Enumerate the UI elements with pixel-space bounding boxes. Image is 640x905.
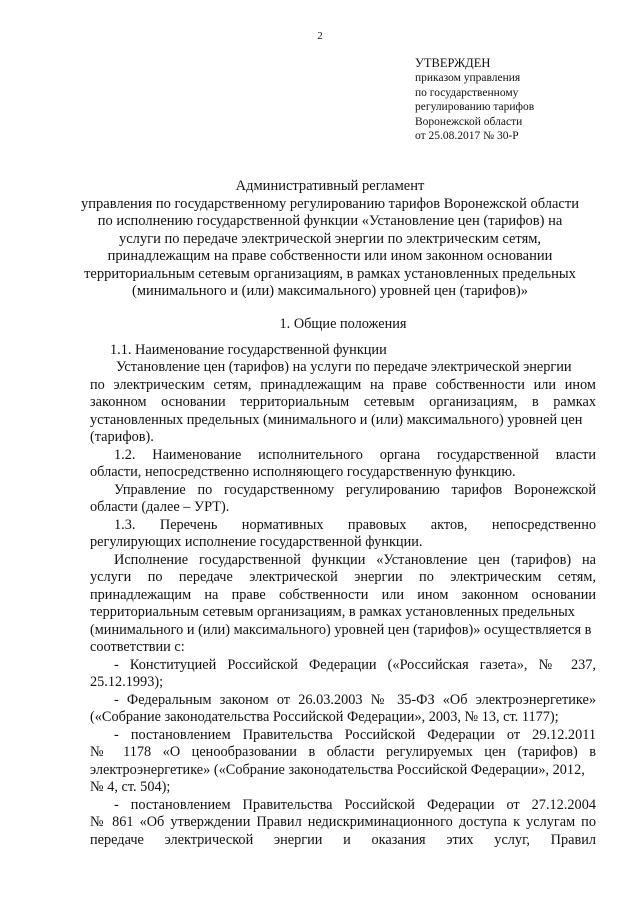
body-line: 1.2. Наименование исполнительного органа государственной власти [114, 446, 596, 463]
list-item-continuation: передаче электрической энергии и оказания этих услуг, Правил [90, 831, 596, 848]
page-number: 2 [317, 30, 323, 42]
list-item-continuation: 25.12.1993); [90, 674, 164, 690]
body-line: регулирующих исполнение государственной функции. [90, 534, 423, 550]
title-line: принадлежащим на праве собственности или ином законном основании [107, 248, 553, 264]
body-line: (минимального и (или) максимального) уровней цен (тарифов)» осуществляется в [90, 621, 592, 638]
body-line: услуги по передаче электрической энергии по электрическим сетям, [90, 569, 596, 585]
title-line: управления по государственному регулированию тарифов Воронежской области [81, 195, 579, 212]
body-line: установленных предельных (минимального и (или) максимального) уровней цен [90, 411, 583, 428]
body-line: области (далее – УРТ). [90, 499, 230, 515]
document-title [50, 178, 610, 301]
body-line: территориальным сетевым организациям, в рамках установленных предельных [90, 604, 575, 620]
list-item-continuation: № 4, ст. 504); [90, 779, 171, 795]
list-item-continuation: № 861 «Об утверждении Правил недискриминационного доступа к услугам по [90, 814, 596, 830]
list-item-continuation: № 1178 «О ценообразовании в области регулируемых цен (тарифов) в [90, 744, 596, 760]
title-line: по исполнению государственной функции «Установление цен (тарифов) на [97, 213, 563, 229]
body-line: законном основании территориальным сетевым организациям, в рамках [90, 394, 596, 410]
body-line: Установление цен (тарифов) на услуги по передаче электрической энергии [116, 359, 572, 375]
body-line: принадлежащим на праве собственности или ином законном основании [90, 586, 596, 603]
body-line: по электрическим сетям, принадлежащим на праве собственности или ином [90, 376, 596, 393]
list-item: - Конституцией Российской Федерации («Российская газета», № 237, [114, 656, 596, 673]
approval-line: по государственному [415, 86, 519, 99]
title-line: услуги по передаче электрической энергии по электрическим сетям, [118, 230, 542, 247]
body-line: Исполнение государственной функции «Установление цен (тарифов) на [114, 551, 596, 568]
approval-line: от 25.08.2017 № 30-Р [415, 130, 519, 142]
body-line: области, непосредственно исполняющего государственную функцию. [90, 464, 516, 480]
subsection-heading: 1.1. Наименование государственной функции [110, 341, 387, 358]
body-line: 1.3. Перечень нормативных правовых актов, непосредственно [114, 516, 596, 533]
approval-head: УТВЕРЖДЕН [415, 56, 491, 70]
section-heading: 1. Общие положения [279, 316, 407, 332]
list-item: - постановлением Правительства Российской Федерации от 29.12.2011 [114, 726, 596, 743]
approval-line: приказом управления [415, 72, 521, 84]
title-line: (минимального и (или) максимального) уровней цен (тарифов)» [132, 283, 528, 299]
list-item-continuation: электроэнергетике» («Собрание законодательства Российской Федерации», 2012, [90, 761, 585, 778]
body-line: (тарифов). [90, 429, 154, 445]
approval-stamp [415, 55, 625, 144]
list-item-continuation: («Собрание законодательства Российской Федерации», 2003, № 13, ст. 1177); [90, 709, 559, 725]
document-body [90, 316, 596, 849]
body-line: Управление по государственному регулированию тарифов Воронежской [114, 481, 596, 498]
list-item: - постановлением Правительства Российской Федерации от 27.12.2004 [114, 796, 596, 813]
body-line: соответствии с: [90, 639, 185, 655]
list-item: - Федеральным законом от 26.03.2003 № 35-ФЗ «Об электроэнергетике» [114, 691, 596, 708]
title-line: Административный регламент [235, 178, 425, 194]
approval-line: регулированию тарифов [415, 101, 535, 113]
title-line: территориальным сетевым организациям, в рамках установленных предельных [84, 265, 576, 282]
approval-line: Воронежской области [415, 115, 523, 128]
